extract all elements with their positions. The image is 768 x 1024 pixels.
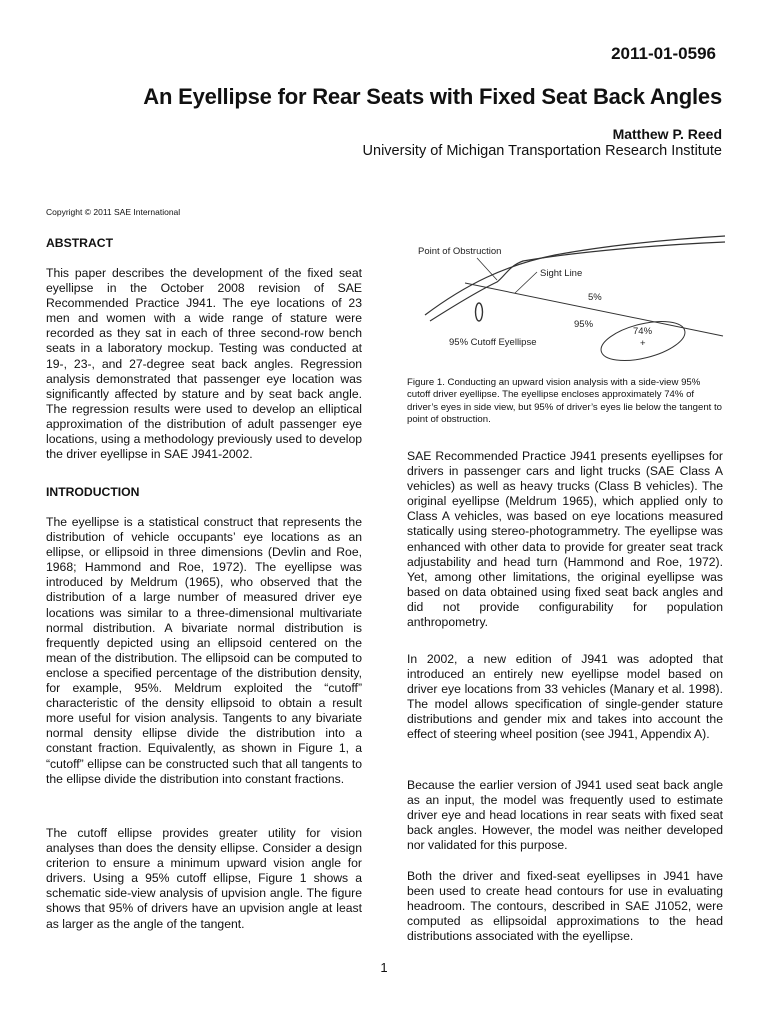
- right-paragraph-4: Both the driver and fixed-seat eyellipses in J941 have been used to create head contours for use in evaluating headroom. The contours, described in SAE J1052, were computed as ellipsoidal approximations to the head distributions associated with the eyellipse.: [407, 869, 723, 944]
- copyright-notice: Copyright © 2011 SAE International: [46, 207, 181, 217]
- label-cutoff-eyellipse: 95% Cutoff Eyellipse: [449, 337, 537, 348]
- label-95-percent: 95%: [574, 319, 594, 330]
- figure-1-caption: Figure 1. Conducting an upward vision analysis with a side-view 95% cutoff driver eyellipse. The eyellipse encloses approximately 74% of driver’s eyes in side view, but 95% of driver’s eyes lie below the tangent to point of obstruction.: [407, 377, 722, 425]
- right-paragraph-2: In 2002, a new edition of J941 was adopted that introduced an entirely new eyellipse model based on driver eye locations from 33 vehicles (Manary et al. 1998). The model allows specification of single-gender stature distributions and gender mix and takes into account the effect of steering wheel position (see J941, Appendix A).: [407, 652, 723, 742]
- right-paragraph-1: SAE Recommended Practice J941 presents eyellipses for drivers in passenger cars and light trucks (SAE Class A vehicles) as well as heavy trucks (Class B vehicles). The original eyellipse (Meldrum 1965), which applied only to Class A vehicles, was based on eye locations measured statically using stereo-photogrammetry. The eyellipse was enhanced with other data to provide for greater seat track adjustability and head turn (Hammond and Roe, 1972). Yet, among other limitations, the original eyellipse was based on data obtained using fixed seat back angles and did not provide configurability for population anthropometry.: [407, 449, 723, 630]
- label-74-percent: 74%: [633, 326, 653, 337]
- paper-title: An Eyellipse for Rear Seats with Fixed Seat Back Angles: [143, 84, 722, 109]
- ellipse-center-plus: +: [640, 338, 646, 349]
- cutoff-eyellipse: [476, 303, 483, 321]
- label-sight-line: Sight Line: [540, 268, 583, 279]
- abstract-text: This paper describes the development of the fixed seat eyellipse in the October 2008 revision of SAE Recommended Practice J941. The eye locations of 23 men and women with a wide range of stature were recorded as they sat in each of three second-row bench seats in a laboratory mockup. Testing was conducted at 19-, 23-, and 27-degree seat back angles. Regression analysis demonstrated that passenger eye location was significantly affected by stature and by seat back angle. The regression results were used to develop an elliptical approximation of the distribution of adult passenger eye locations, using a methodology previously used to develop the driver eyellipse in SAE J941-2002.: [46, 266, 362, 462]
- intro-paragraph-2: The cutoff ellipse provides greater utility for vision analyses than does the density ellipse. Consider a design criterion to ensure a minimum upward vision angle for drivers. Using a 95% cutoff ellipse, Figure 1 shows a schematic side-view analysis of upvision angle. The figure shows that 95% of drivers have an upvision angle at least as larger as the angle of the tangent.: [46, 826, 362, 931]
- intro-paragraph-1: The eyellipse is a statistical construct that represents the distribution of vehicle occupants’ eye locations as an ellipse, or ellipsoid in three dimensions (Devlin and Roe, 1968; Hammond and Roe, 1972). The eyellipse was introduced by Meldrum (1965), who observed that the distribution of a large number of measured driver eye locations was similar to a three-dimensional multivariate normal distribution. A bivariate normal distribution is frequently depicted using an ellipsoid centered on the mean of the distribution. The ellipsoid can be computed to enclose a specified percentage of the distribution density, for example, 95%. Meldrum exploited the “cutoff” characteristic of the density ellipsoid to obtain a result more useful for vision analysis. Tangents to any bivariate normal density ellipse divide the distribution into a constant fraction. Equivalently, as shown in Figure 1, a “cutoff” ellipse can be constructed such that all tangents to the ellipse divide the distribution into constant fractions.: [46, 515, 362, 786]
- sight-line-pointer: [515, 272, 537, 293]
- figure-1-diagram: [405, 230, 730, 370]
- label-5-percent: 5%: [588, 292, 602, 303]
- introduction-heading: INTRODUCTION: [46, 485, 140, 499]
- right-paragraph-3: Because the earlier version of J941 used seat back angle as an input, the model was frequently used to estimate driver eye and head locations in rear seats with fixed seat back angles. However, the model was neither developed nor validated for this purpose.: [407, 778, 723, 853]
- sight-line: [465, 283, 723, 336]
- abstract-heading: ABSTRACT: [46, 236, 114, 250]
- label-point-of-obstruction: Point of Obstruction: [418, 246, 502, 257]
- paper-id: 2011-01-0596: [611, 44, 716, 63]
- author-affiliation: University of Michigan Transportation Research Institute: [362, 143, 722, 159]
- author-name: Matthew P. Reed: [612, 126, 722, 142]
- page-number: 1: [380, 960, 388, 975]
